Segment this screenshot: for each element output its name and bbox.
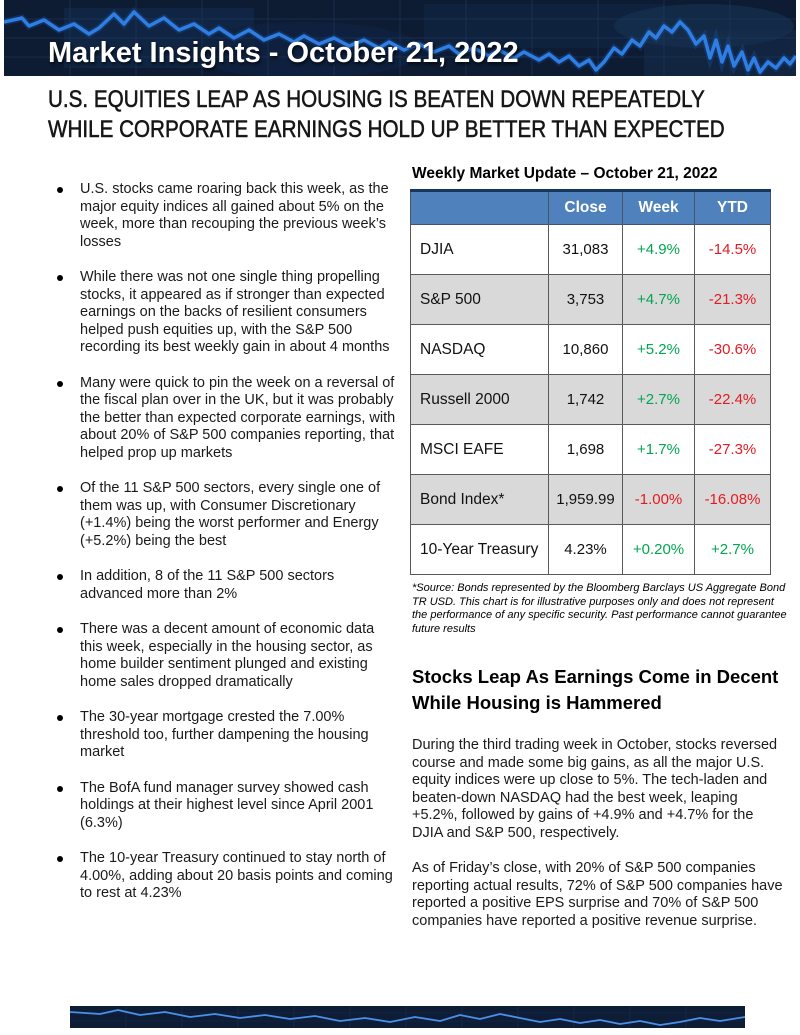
- ytd-change: -22.4%: [695, 375, 771, 425]
- bullet-list: [48, 181, 400, 921]
- close-value: 1,959.99: [549, 475, 623, 525]
- week-change: +4.9%: [623, 225, 695, 275]
- week-change: +2.7%: [623, 375, 695, 425]
- bullet-item: There was a decent amount of economic data this week, especially in the housing sector, as home builder sentiment plunged and existing home sales dropped dramatically: [48, 621, 400, 691]
- index-name: Bond Index*: [411, 475, 549, 525]
- article-heading: Stocks Leap As Earnings Come in Decent While Housing is Hammered: [412, 666, 779, 713]
- banner-title: Market Insights - October 21, 2022: [48, 37, 519, 69]
- column-header-ytd: YTD: [695, 191, 771, 225]
- market-update-title: Weekly Market Update – October 21, 2022: [412, 165, 718, 182]
- stock-chart-footer-icon: [70, 1006, 745, 1028]
- bullet-item: U.S. stocks came roaring back this week, as the major equity indices all gained about 5% on the week, more than recouping the previous week’s losses: [48, 181, 400, 251]
- week-change: +4.7%: [623, 275, 695, 325]
- market-table: [410, 189, 771, 575]
- week-change: +5.2%: [623, 325, 695, 375]
- table-row: [411, 525, 771, 575]
- index-name: DJIA: [411, 225, 549, 275]
- close-value: 3,753: [549, 275, 623, 325]
- column-header-blank: [411, 191, 549, 225]
- table-row: [411, 325, 771, 375]
- right-column: [410, 165, 795, 948]
- ytd-change: -16.08%: [695, 475, 771, 525]
- index-name: Russell 2000: [411, 375, 549, 425]
- index-name: NASDAQ: [411, 325, 549, 375]
- market-table-body: [411, 225, 771, 575]
- bullet-item: Many were quick to pin the week on a reversal of the fiscal plan over in the UK, but it was probably the better than expected corporate earnings, with about 20% of S&P 500 companies reporting, that helped prop up markets: [48, 375, 400, 463]
- close-value: 1,742: [549, 375, 623, 425]
- ytd-change: -27.3%: [695, 425, 771, 475]
- column-header-week: Week: [623, 191, 695, 225]
- table-row: [411, 375, 771, 425]
- table-header-row: [411, 191, 771, 225]
- index-name: 10-Year Treasury: [411, 525, 549, 575]
- article-body: [410, 737, 795, 930]
- ytd-change: +2.7%: [695, 525, 771, 575]
- table-footnote: *Source: Bonds represented by the Bloomberg Barclays US Aggregate Bond TR USD. This chart is for illustrative purposes only and does not represent the performance of any specific security. Past performance cannot guarantee future results: [412, 582, 787, 635]
- ytd-change: -14.5%: [695, 225, 771, 275]
- ytd-change: -30.6%: [695, 325, 771, 375]
- table-row: [411, 275, 771, 325]
- headline: U.S. EQUITIES LEAP AS HOUSING IS BEATEN DOWN REPEATEDLY WHILE CORPORATE EARNINGS HOLD UP BETTER THAN EXPECTED: [48, 86, 725, 143]
- article-paragraph-1: During the third trading week in October, stocks reversed course and made some big gains, as all the major U.S. equity indices were up close to 5%. The tech-laden and beaten-down NASDAQ had the best week, leaping +5.2%, followed by gains of +4.9% and +4.7% for the DJIA and S&P 500, respectively.: [412, 737, 778, 841]
- footer-banner: [70, 1006, 745, 1028]
- week-change: +0.20%: [623, 525, 695, 575]
- table-row: [411, 225, 771, 275]
- close-value: 10,860: [549, 325, 623, 375]
- bullet-item: In addition, 8 of the 11 S&P 500 sectors advanced more than 2%: [48, 568, 400, 603]
- ytd-change: -21.3%: [695, 275, 771, 325]
- index-name: S&P 500: [411, 275, 549, 325]
- bullet-item: The BofA fund manager survey showed cash holdings at their highest level since April 2001 (6.3%): [48, 780, 400, 833]
- week-change: +1.7%: [623, 425, 695, 475]
- close-value: 31,083: [549, 225, 623, 275]
- week-change: -1.00%: [623, 475, 695, 525]
- table-row: [411, 475, 771, 525]
- header-banner: [4, 0, 796, 76]
- bullet-item: The 10-year Treasury continued to stay north of 4.00%, adding about 20 basis points and coming to rest at 4.23%: [48, 850, 400, 903]
- index-name: MSCI EAFE: [411, 425, 549, 475]
- bullet-item: While there was not one single thing propelling stocks, it appeared as if stronger than expected earnings on the backs of resilient consumers helped push equities up, with the S&P 500 recording its best weekly gain in about 4 months: [48, 269, 400, 357]
- column-header-close: Close: [549, 191, 623, 225]
- close-value: 1,698: [549, 425, 623, 475]
- table-row: [411, 425, 771, 475]
- article-paragraph-2: As of Friday’s close, with 20% of S&P 500 companies reporting actual results, 72% of S&P 500 companies have reported a positive EPS surprise and 70% of S&P 500 companies have reported a positive revenue surprise.: [412, 860, 783, 929]
- close-value: 4.23%: [549, 525, 623, 575]
- bullet-item: The 30-year mortgage crested the 7.00% threshold too, further dampening the housing market: [48, 709, 400, 762]
- bullet-item: Of the 11 S&P 500 sectors, every single one of them was up, with Consumer Discretionary (+1.4%) being the worst performer and Energy (+5.2%) being the best: [48, 480, 400, 550]
